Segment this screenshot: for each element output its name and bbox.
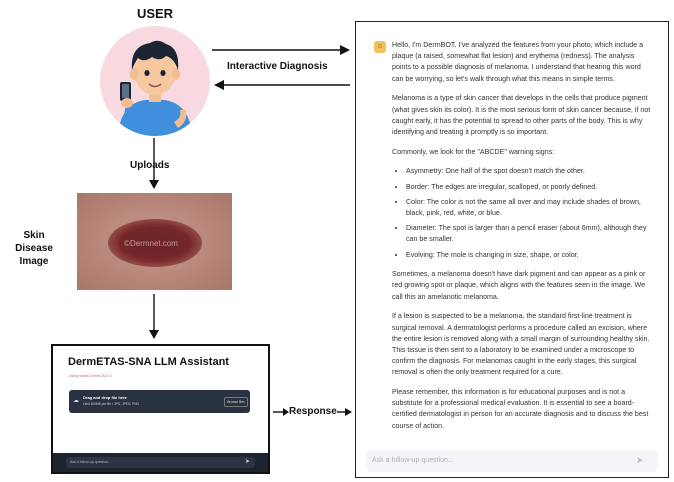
cloud-upload-icon: ☁	[73, 398, 79, 404]
send-icon[interactable]: ➤	[636, 455, 644, 465]
message-p3: Sometimes, a melanoma doesn't have dark pigment and can appear as a pink or red growing spot or plaque, which aligns with the features seen in the image. We call this an amelanotic melanoma.	[392, 270, 646, 301]
interactive-diagnosis-label: Interactive Diagnosis	[227, 61, 328, 72]
assistant-chat-input[interactable]	[66, 457, 255, 468]
browse-files-button[interactable]: Browse files	[224, 397, 248, 407]
message-intro: Hello, I'm DermBOT. I've analyzed the features from your photo, which include a plaque (a raised, somewhat flat lesion) and erythema (redness). The analysis points to a possible diagnosis of melanoma. I understand that hearing this word can be worrying, so let's walk through what this means in simple terms.	[392, 41, 644, 83]
list-item: • Diameter: The spot is larger than a pencil eraser (about 6mm), although they can be smaller.	[406, 223, 654, 245]
follow-up-input[interactable]	[366, 450, 658, 472]
skin-disease-image	[77, 193, 232, 290]
message-p4: If a lesion is suspected to be a melanoma, the standard first-line treatment is surgical removal. A dermatologist performs a procedure called an excision, where the entire lesion is removed along with a small margin of surrounding healthy skin. This tissue is then sent to a laboratory to be examined under a microscope to confirm the diagnosis. For melanomas caught in the early stages, this surgical removal is often the only treatment required for a cure.	[392, 312, 650, 377]
list-item: • Asymmetry: One half of the spot doesn't match the other.	[406, 166, 654, 177]
list-item: • Color: The color is not the same all over and may include shades of brown, black, pink, red, white, or blue.	[406, 197, 654, 219]
assistant-subtitle: Using model: DermLLM 1.0	[69, 374, 112, 378]
send-icon[interactable]: ➤	[245, 459, 251, 465]
skin-image-watermark: ©Dermnet.com	[124, 239, 178, 248]
assistant-app-screenshot	[51, 344, 270, 474]
message-p2: Commonly, we look for the "ABCDE" warning signs:	[392, 147, 555, 156]
uploads-label: Uploads	[130, 160, 170, 171]
image-to-assistant-arrow	[146, 294, 162, 342]
user-avatar-illustration	[100, 26, 210, 136]
assistant-footer	[53, 453, 268, 472]
list-item: • Border: The edges are irregular, scalloped, or poorly defined.	[406, 182, 654, 193]
skin-label-line2: Image	[19, 256, 49, 267]
skin-label-line1: Skin Disease	[15, 230, 53, 254]
bot-message	[392, 40, 654, 440]
user-title: USER	[136, 6, 174, 21]
message-p5: Please remember, this information is for educational purposes and is not a substitute for a professional medical evaluation. It is essential to see a board-certified dermatologist in person for an accurate diagnosis and to discuss the best course of action.	[392, 388, 649, 430]
response-label: Response	[289, 406, 337, 417]
skin-disease-image-label	[4, 229, 64, 268]
assistant-title: DermETAS-SNA LLM Assistant	[68, 356, 229, 368]
list-item: • Evolving: The mole is changing in size, shape, or color.	[406, 250, 654, 261]
skin-lesion-photo	[77, 193, 232, 290]
bot-icon: ☺	[374, 41, 386, 53]
file-dropzone[interactable]	[69, 390, 250, 413]
message-p1: Melanoma is a type of skin cancer that develops in the cells that produce pigment (what gives skin its color). It is the most serious form of skin cancer because, if not caught early, it has the potential to spread to other parts of the body. This is why identifying and treating it promptly is so important.	[392, 94, 651, 136]
dropzone-limit: Limit 200MB per file • JPG, JPEG, PNG	[83, 402, 140, 406]
user-avatar-icon	[100, 26, 210, 136]
assistant-input-placeholder: Ask a follow-up question...	[70, 460, 111, 464]
follow-up-placeholder: Ask a follow-up question...	[372, 457, 454, 464]
dropzone-title: Drag and drop file here	[83, 395, 127, 400]
abcde-list	[392, 166, 654, 260]
dermbot-chat-panel	[355, 21, 669, 478]
